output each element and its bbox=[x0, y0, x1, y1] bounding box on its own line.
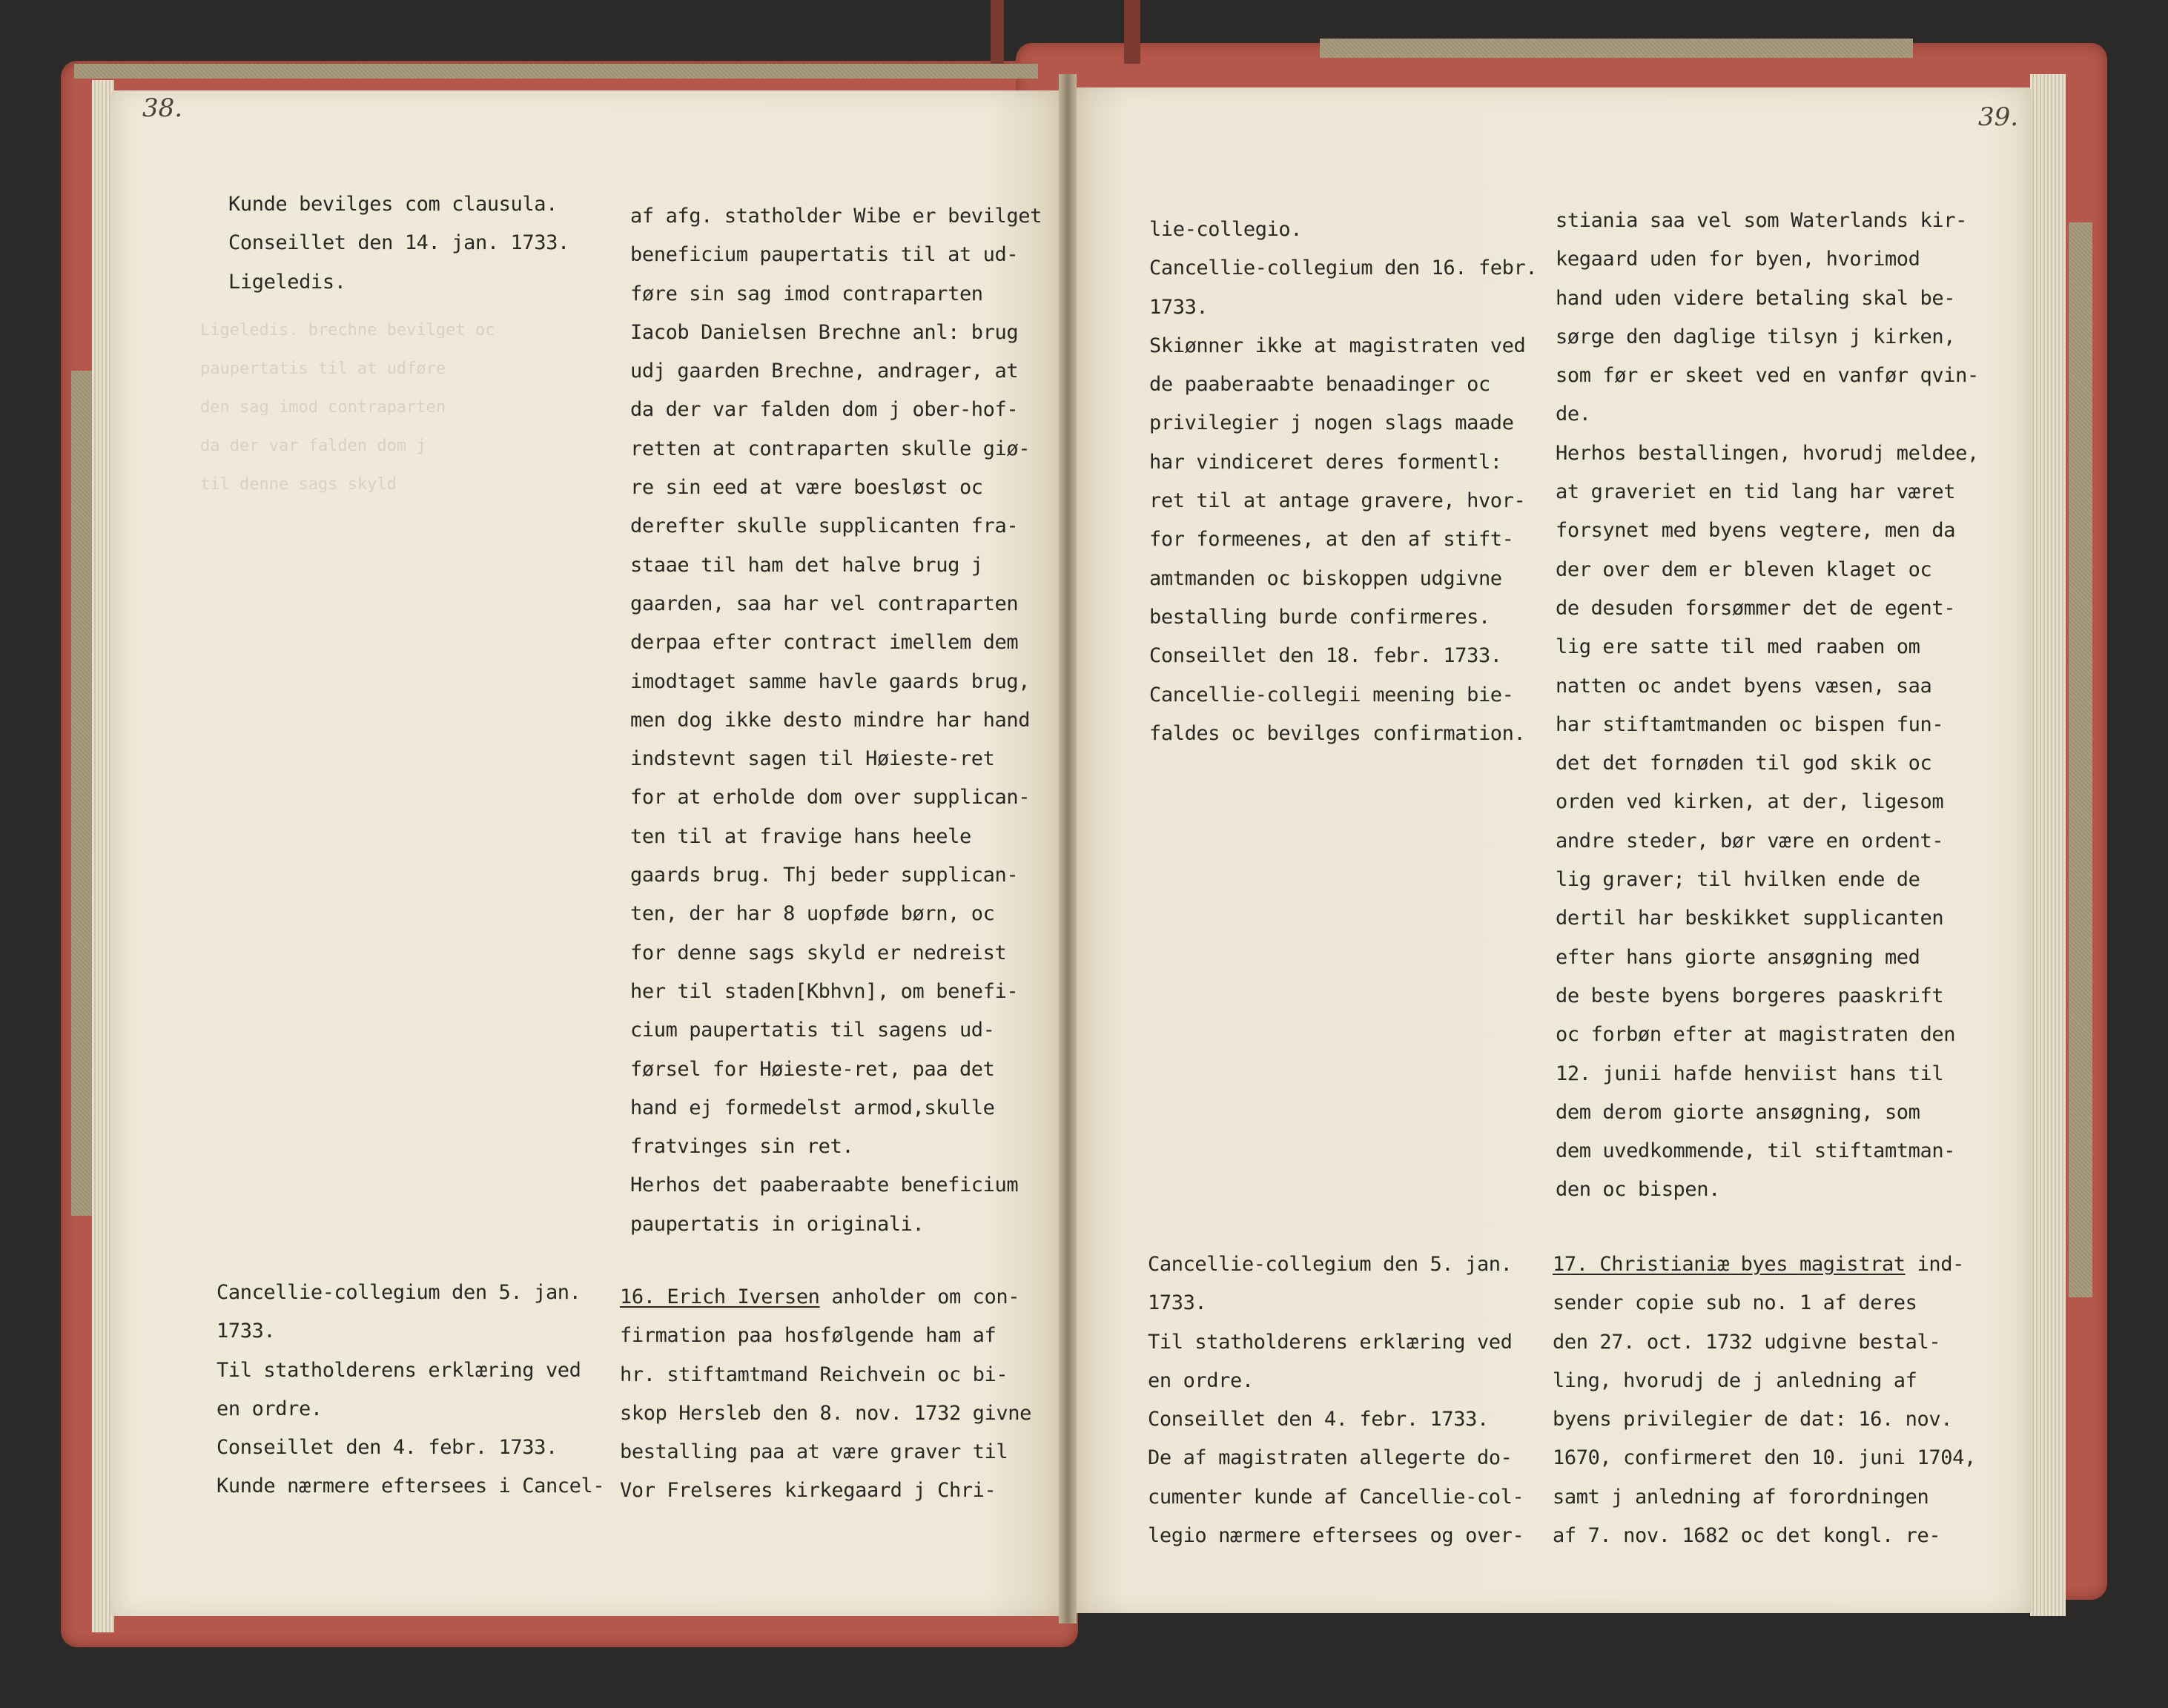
text-line: faldes oc bevilges confirmation. bbox=[1149, 721, 1526, 745]
text-line: Skiønner ikke at magistraten ved bbox=[1149, 334, 1526, 357]
text-line: Vor Frelseres kirkegaard j Chri- bbox=[620, 1479, 997, 1503]
text-line: ling, hvorudj de j anledning af bbox=[1553, 1368, 1917, 1392]
left-col1-bottom bbox=[217, 1274, 604, 1506]
text-line: den oc bispen. bbox=[1556, 1178, 1720, 1202]
left-col1-top bbox=[228, 185, 569, 302]
text-line: re sin eed at være boesløst oc bbox=[630, 476, 983, 500]
right-col1-top bbox=[1149, 211, 1537, 753]
text-line: bestalling paa at være graver til bbox=[620, 1440, 1008, 1464]
text-line: natten oc andet byens væsen, saa bbox=[1556, 674, 1932, 698]
text-line: Conseillet den 14. jan. 1733. bbox=[228, 231, 569, 255]
text-line: lig graver; til hvilken ende de bbox=[1556, 868, 1920, 892]
text-line: ret til at antage gravere, hvor- bbox=[1149, 489, 1526, 513]
text-line: derpaa efter contract imellem dem bbox=[630, 631, 1019, 655]
text-line: 1670, confirmeret den 10. juni 1704, bbox=[1553, 1446, 1976, 1470]
spine-ribbon bbox=[991, 0, 1004, 68]
text-line: amtmanden oc biskoppen udgivne bbox=[1149, 566, 1502, 590]
text-line: Til statholderens erklæring ved bbox=[1148, 1330, 1513, 1354]
text-line: har vindiceret deres formentl: bbox=[1149, 450, 1502, 474]
text-line: Kunde bevilges com clausula. bbox=[228, 193, 558, 216]
text-line: derefter skulle supplicanten fra- bbox=[630, 514, 1019, 538]
text-line: lig ere satte til med raaben om bbox=[1556, 635, 1920, 659]
text-line: lie-collegio. bbox=[1149, 218, 1303, 241]
text-line: firmation paa hosfølgende ham af bbox=[620, 1324, 997, 1348]
text-line: sender copie sub no. 1 af deres bbox=[1553, 1291, 1917, 1315]
entry-heading-rest: anholder om con- bbox=[819, 1285, 1020, 1308]
text-line: staae til ham det halve brug j bbox=[630, 553, 983, 577]
text-line: hand ej formedelst armod,skulle bbox=[630, 1096, 995, 1119]
text-line: hand uden videre betaling skal be- bbox=[1556, 286, 1956, 310]
text-line: dem uvedkommende, til stiftamtman- bbox=[1556, 1139, 1956, 1163]
spine-ribbon bbox=[1124, 0, 1140, 64]
text-line: 12. junii hafde henviist hans til bbox=[1556, 1062, 1944, 1085]
text-line: førsel for Høieste-ret, paa det bbox=[630, 1057, 995, 1081]
text-line: Herhos det paaberaabte beneficium bbox=[630, 1174, 1019, 1197]
text-line: fratvinges sin ret. bbox=[630, 1135, 854, 1159]
text-line: Kunde nærmere eftersees i Cancel- bbox=[217, 1474, 605, 1498]
text-line: en ordre. bbox=[1148, 1368, 1254, 1392]
right-col1-bottom bbox=[1148, 1245, 1524, 1555]
text-line: Iacob Danielsen Brechne anl: brug bbox=[630, 320, 1019, 344]
text-line: det det fornøden til god skik oc bbox=[1556, 752, 1932, 775]
text-line: forsynet med byens vegtere, men da bbox=[1556, 519, 1956, 543]
text-line: Cancellie-collegium den 5. jan. bbox=[1148, 1253, 1513, 1276]
text-line: udj gaarden Brechne, andrager, at bbox=[630, 360, 1019, 383]
text-line: orden ved kirken, at der, ligesom bbox=[1556, 790, 1944, 814]
text-line: den 27. oct. 1732 udgivne bestal- bbox=[1553, 1330, 1941, 1354]
text-line: en ordre. bbox=[217, 1397, 323, 1420]
text-line: imodtaget samme havle gaards brug, bbox=[630, 669, 1031, 693]
text-line: skop Hersleb den 8. nov. 1732 givne bbox=[620, 1401, 1031, 1425]
text-line: de paaberaabte benaadinger oc bbox=[1149, 373, 1490, 397]
text-line: stiania saa vel som Waterlands kir- bbox=[1556, 209, 1967, 232]
text-line: samt j anledning af forordningen bbox=[1553, 1485, 1929, 1509]
text-line: efter hans giorte ansøgning med bbox=[1556, 945, 1920, 969]
text-line: Cancellie-collegium den 5. jan. bbox=[217, 1281, 581, 1304]
right-col2-bottom bbox=[1553, 1245, 1976, 1555]
text-line: de desuden forsømmer det de egent- bbox=[1556, 596, 1956, 620]
text-line: De af magistraten allegerte do- bbox=[1148, 1446, 1513, 1470]
text-line: privilegier j nogen slags maade bbox=[1149, 411, 1514, 435]
text-line: af 7. nov. 1682 oc det kongl. re- bbox=[1553, 1524, 1941, 1548]
text-line: føre sin sag imod contraparten bbox=[630, 282, 983, 305]
text-line: indstevnt sagen til Høieste-ret bbox=[630, 747, 995, 771]
entry-heading-line bbox=[620, 1278, 1031, 1317]
text-line: 1733. bbox=[1148, 1291, 1207, 1315]
text-line: de. bbox=[1556, 403, 1591, 426]
right-col2-top bbox=[1556, 202, 1979, 1210]
text-line: her til staden[Kbhvn], om benefi- bbox=[630, 979, 1019, 1003]
text-line: men dog ikke desto mindre har hand bbox=[630, 708, 1031, 732]
text-line: dertil har beskikket supplicanten bbox=[1556, 907, 1944, 930]
text-line: at graveriet en tid lang har været bbox=[1556, 480, 1956, 504]
text-line: legio nærmere eftersees og over- bbox=[1148, 1524, 1524, 1548]
text-line: Cancellie-collegium den 16. febr. bbox=[1149, 256, 1538, 280]
text-line: sørge den daglige tilsyn j kirken, bbox=[1556, 325, 1956, 348]
text-line: Conseillet den 18. febr. 1733. bbox=[1149, 644, 1502, 668]
text-line: Conseillet den 4. febr. 1733. bbox=[1148, 1408, 1489, 1431]
text-line: oc forbøn efter at magistraten den bbox=[1556, 1023, 1956, 1047]
text-line: bestalling burde confirmeres. bbox=[1149, 605, 1490, 629]
page-number-left: 38. bbox=[142, 93, 183, 123]
text-line: 1733. bbox=[217, 1320, 276, 1343]
text-line: for denne sags skyld er nedreist bbox=[630, 941, 1007, 964]
left-col2-top bbox=[630, 197, 1042, 1244]
entry-heading: 17. Christianiæ byes magistrat bbox=[1553, 1253, 1906, 1276]
left-col2-bottom bbox=[620, 1278, 1031, 1511]
text-line: byens privilegier de dat: 16. nov. bbox=[1553, 1408, 1953, 1431]
text-line: retten at contraparten skulle giø- bbox=[630, 437, 1031, 460]
entry-heading-line bbox=[1553, 1245, 1976, 1284]
text-line: gaards brug. Thj beder supplican- bbox=[630, 864, 1019, 887]
entry-heading-rest: ind- bbox=[1905, 1253, 1964, 1276]
text-line: ten til at fravige hans heele bbox=[630, 824, 971, 848]
text-line: 1733. bbox=[1149, 295, 1209, 319]
book-gutter bbox=[1059, 74, 1077, 1623]
text-line: da der var falden dom j ober-hof- bbox=[630, 398, 1019, 422]
cloth-corner bbox=[74, 64, 1038, 79]
text-line: hr. stiftamtmand Reichvein oc bi- bbox=[620, 1363, 1008, 1386]
text-line: paupertatis in originali. bbox=[630, 1212, 925, 1236]
cloth-corner bbox=[2069, 222, 2092, 1297]
entry-heading: 16. Erich Iversen bbox=[620, 1285, 820, 1308]
text-line: cumenter kunde af Cancellie-col- bbox=[1148, 1485, 1524, 1509]
text-line: Conseillet den 4. febr. 1733. bbox=[217, 1436, 558, 1460]
text-line: Ligeledis. bbox=[228, 270, 346, 294]
text-line: har stiftamtmanden oc bispen fun- bbox=[1556, 712, 1944, 736]
text-line: som før er skeet ved en vanfør qvin- bbox=[1556, 364, 1979, 388]
text-line: Til statholderens erklæring ved bbox=[217, 1358, 581, 1382]
text-line: for formeenes, at den af stift- bbox=[1149, 528, 1514, 552]
text-line: der over dem er bleven klaget oc bbox=[1556, 557, 1932, 581]
text-line: kegaard uden for byen, hvorimod bbox=[1556, 248, 1920, 271]
text-line: Herhos bestallingen, hvorudj meldee, bbox=[1556, 441, 1979, 465]
text-line: dem derom giorte ansøgning, som bbox=[1556, 1100, 1920, 1124]
text-line: ten, der har 8 uopføde børn, oc bbox=[630, 902, 995, 926]
text-line: andre steder, bør være en ordent- bbox=[1556, 829, 1944, 853]
text-line: cium paupertatis til sagens ud- bbox=[630, 1019, 995, 1042]
page-edges-right bbox=[2030, 74, 2066, 1616]
text-line: af afg. statholder Wibe er bevilget bbox=[630, 205, 1042, 228]
text-line: for at erholde dom over supplican- bbox=[630, 786, 1031, 810]
text-line: Cancellie-collegii meening bie- bbox=[1149, 683, 1514, 706]
bleed-through-text: Ligeledis. brechne bevilget oc paupertatis til at udføre den sag imod contraparten da der var falden dom j til denne sags skyld bbox=[200, 321, 495, 494]
page-number-right: 39. bbox=[1978, 102, 2019, 132]
text-line: de beste byens borgeres paaskrift bbox=[1556, 984, 1944, 1007]
text-line: beneficium paupertatis til at ud- bbox=[630, 243, 1019, 267]
text-line: gaarden, saa har vel contraparten bbox=[630, 592, 1019, 615]
cloth-corner bbox=[1320, 39, 1913, 58]
